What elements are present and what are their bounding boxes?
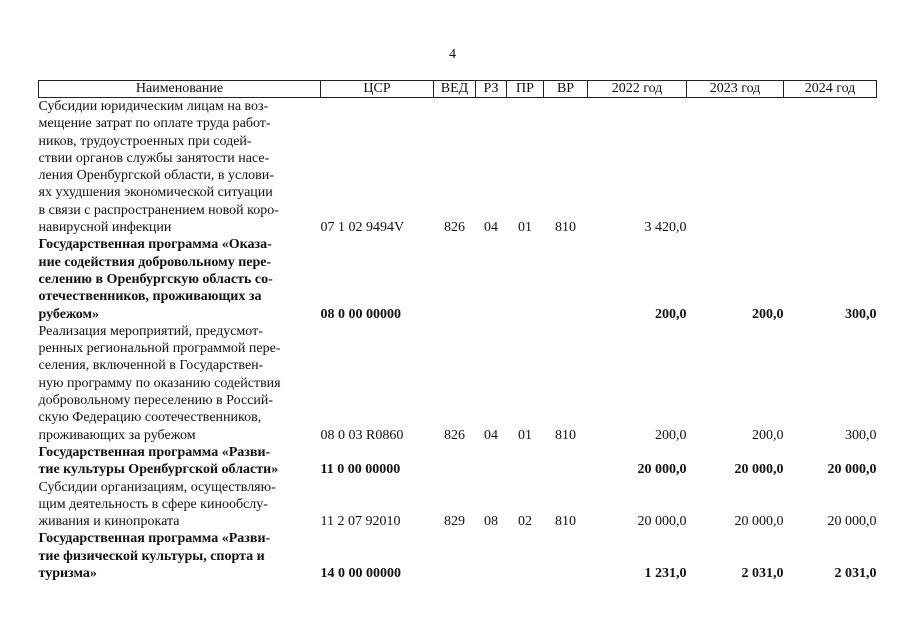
- row-csr: 07 1 02 9494V: [320, 220, 405, 236]
- row-vr: [544, 530, 588, 582]
- row-2022: 1 231,0: [644, 566, 687, 582]
- header-pr: ПР: [507, 81, 544, 98]
- header-vr: ВР: [544, 81, 588, 98]
- row-csr: 14 0 00 00000: [320, 566, 401, 582]
- header-csr: ЦСР: [321, 81, 434, 98]
- row-rz: [476, 530, 507, 582]
- row-csr: 08 0 00 00000: [320, 306, 401, 322]
- row-2022: 200,0: [655, 306, 687, 322]
- row-rz: [476, 236, 507, 322]
- row-csr: 11 0 00 00000: [320, 462, 401, 478]
- row-rz: [476, 444, 507, 479]
- row-name: Субсидии организациям, осуществляю- щим деятельность в сфере кинообслу- живания и кинопроката: [38, 479, 276, 530]
- row-vr: [544, 444, 588, 479]
- row-vr: 810: [555, 514, 576, 530]
- row-rz: 08: [484, 514, 498, 530]
- row-2023: 20 000,0: [734, 514, 784, 530]
- header-ved: ВЕД: [434, 81, 476, 98]
- table-row: [39, 236, 877, 322]
- row-2024: 300,0: [845, 427, 877, 443]
- page-number: 4: [449, 47, 456, 62]
- row-2023: 20 000,0: [734, 462, 784, 478]
- row-2022: 3 420,0: [644, 220, 687, 236]
- header-name: Наименование: [39, 81, 321, 98]
- row-pr: 02: [518, 514, 532, 530]
- table-header-row: [39, 81, 877, 98]
- row-2024: 20 000,0: [827, 514, 877, 530]
- row-rz: 04: [484, 220, 498, 236]
- row-ved: 826: [444, 220, 465, 236]
- row-pr: [507, 236, 544, 322]
- row-2022: 20 000,0: [637, 462, 687, 478]
- row-2024: 300,0: [845, 306, 877, 322]
- row-pr: [507, 444, 544, 479]
- header-2024: 2024 год: [784, 81, 877, 98]
- row-2024: 20 000,0: [827, 462, 877, 478]
- row-vr: [544, 236, 588, 322]
- row-2022: 200,0: [655, 427, 687, 443]
- row-ved: [434, 236, 476, 322]
- row-name: Субсидии юридическим лицам на воз- мещение затрат по оплате труда работ- ников, трудоустроенных при содей- ствии органов службы занятости насе- ления Оренбургской области, в услови- ях ухудшения экономической ситуации в связи с распространением новой коро- навирусной инфекции: [38, 99, 279, 236]
- row-2024: 2 031,0: [834, 566, 877, 582]
- row-vr: 810: [555, 220, 576, 236]
- row-pr: 01: [518, 427, 532, 443]
- row-pr: 01: [518, 220, 532, 236]
- row-name: Государственная программа «Разви- тие физической культуры, спорта и туризма»: [38, 531, 271, 582]
- table-row: [39, 323, 877, 444]
- row-2022: 20 000,0: [637, 514, 687, 530]
- row-2023: 2 031,0: [741, 566, 784, 582]
- header-2023: 2023 год: [687, 81, 784, 98]
- row-name: Государственная программа «Оказа- ние содействия добровольному пере- селению в Оренбургскую область со- отечественников, проживающих за рубежом»: [38, 237, 273, 322]
- row-name: Государственная программа «Разви- тие культуры Оренбургской области»: [38, 444, 279, 478]
- row-2023: 200,0: [752, 427, 784, 443]
- row-csr: 08 0 03 R0860: [320, 427, 404, 443]
- row-2023: 200,0: [752, 306, 784, 322]
- row-2024: [784, 98, 877, 237]
- row-2023: [687, 98, 784, 237]
- table-row: [39, 98, 877, 237]
- row-vr: 810: [555, 427, 576, 443]
- table-row: [39, 479, 877, 531]
- row-ved: 826: [444, 427, 465, 443]
- header-rz: РЗ: [476, 81, 507, 98]
- row-ved: [434, 444, 476, 479]
- row-rz: 04: [484, 427, 498, 443]
- row-pr: [507, 530, 544, 582]
- row-ved: 829: [444, 514, 465, 530]
- row-name: Реализация мероприятий, предусмот- ренных региональной программой пере- селения, включенной в Государствен- ную программу по оказанию содействия добровольному переселению в Россий- скую Федерацию соотечественников, проживающих за рубежом: [38, 323, 281, 443]
- table-row: [39, 530, 877, 582]
- row-csr: 11 2 07 92010: [320, 514, 401, 530]
- table-row: [39, 444, 877, 479]
- budget-table: [38, 80, 877, 582]
- row-ved: [434, 530, 476, 582]
- header-2022: 2022 год: [588, 81, 687, 98]
